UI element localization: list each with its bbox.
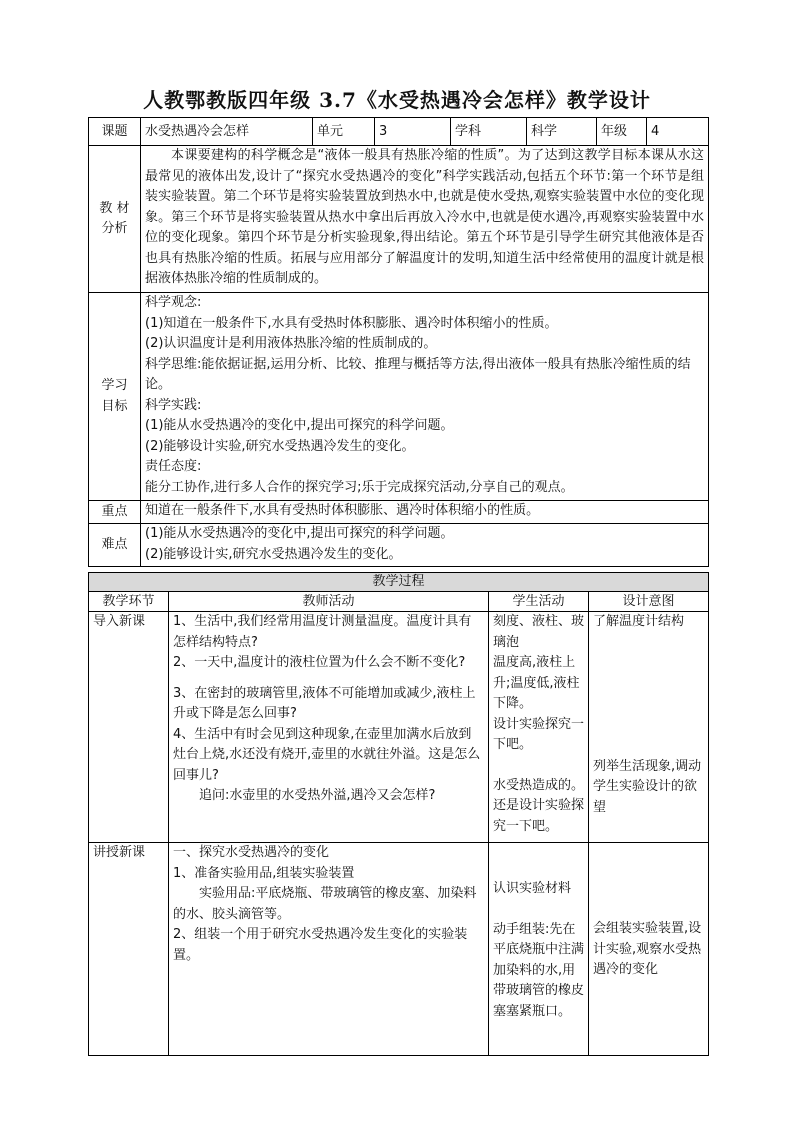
document-title: 人教鄂教版四年级 3.7《水受热遇冷会怎样》教学设计 [143, 88, 651, 112]
intro-stage: 导入新课 [89, 612, 169, 843]
intent-text: 列举生活现象,调动学生实验设计的欲望 [593, 758, 702, 815]
lecture-teacher-activity [169, 843, 489, 1056]
difficulty-row [89, 524, 709, 567]
difficulty-line: (2)能够设计实,研究水受热遇冷发生的变化。 [145, 546, 402, 562]
key-point-text: 知道在一般条件下,水具有受热时体积膨胀、遇冷时体积缩小的性质。 [141, 501, 709, 524]
objective-line: 科学观念: [145, 295, 202, 310]
lecture-student-activity [489, 843, 589, 1056]
key-point-label: 重点 [89, 501, 141, 524]
teacher-step: 2、组装一个用于研究水受热遇冷发生变化的实验装置。 [173, 927, 468, 963]
intro-student-activity [489, 612, 589, 843]
process-title: 教学过程 [89, 573, 709, 592]
student-answer: 刻度、液柱、玻璃泡 [493, 614, 585, 650]
objective-line: (1)知道在一般条件下,水具有受热时体积膨胀、遇冷时体积缩小的性质。 [145, 315, 558, 331]
process-title-row [89, 573, 709, 592]
teacher-step: 1、准备实验用品,组装实验装置 [173, 865, 355, 881]
teacher-question: 3、在密封的玻璃管里,液体不可能增加或减少,液柱上升或下降是怎么回事? [173, 685, 476, 721]
objective-line: 科学思维:能依据证据,运用分析、比较、推理与概括等方法,得出液体一般具有热胀冷缩性质的结论。 [145, 356, 691, 392]
column-header-stage: 教学环节 [89, 592, 169, 612]
teaching-process-table [88, 572, 709, 1056]
student-answer: 动手组装:先在平底烧瓶中注满加染料的水,用带玻璃管的橡皮塞塞紧瓶口。 [493, 921, 585, 1019]
difficulty-line: (1)能从水受热遇冷的变化中,提出可探究的科学问题。 [145, 526, 454, 541]
intent-text: 了解温度计结构 [593, 614, 685, 629]
objective-line: (2)能够设计实验,研究水受热遇冷发生的变化。 [145, 438, 415, 454]
student-answer: 水受热造成的。还是设计实验探究一下吧。 [493, 777, 585, 834]
grade-value: 4 [647, 118, 709, 146]
objective-line: (2)认识温度计是利用液体热胀冷缩的性质制成的。 [145, 336, 437, 351]
lecture-stage: 讲授新课 [89, 843, 169, 1056]
analysis-text: 本课要建构的科学概念是“液体一般具有热胀冷缩的性质”。为了达到这教学目标本课从水这最常见的液体出发,设计了“探究水受热遇冷的变化”科学实践活动,包括五个环节:第一个环节是组装实验装置。第二个环节是将实验装置放到热水中,也就是使水受热,观察实验装置中水位的变化现象。第三个环节是将实验装置从热水中拿出后再放入冷水中,也就是使水遇冷,再观察实验装置中水位的变化现象。第四个环节是分析实验现象,得出结论。第五个环节是引导学生研究其他液体是否也具有热胀冷缩的性质。拓展与应用部分了解温度计的发明,知道生活中经常使用的温度计就是根据液体热胀冷缩的性质制成的。 [141, 146, 709, 293]
objective-line: 能分工协作,进行多人合作的探究学习;乐于完成探究活动,分享自己的观点。 [145, 479, 574, 495]
analysis-row [89, 146, 709, 293]
objectives-row [89, 293, 709, 501]
difficulty-content [141, 524, 709, 567]
intro-teacher-activity [169, 612, 489, 843]
teacher-question: 4、生活中有时会见到这种现象,在壶里加满水后放到灶台上烧,水还没有烧开,壶里的水就往外溢。这是怎么回事儿? [173, 726, 481, 783]
column-header-intent: 设计意图 [589, 592, 709, 612]
objective-line: (1)能从水受热遇冷的变化中,提出可探究的科学问题。 [145, 418, 454, 433]
subject-label: 学科 [451, 118, 527, 146]
teacher-question: 1、生活中,我们经常用温度计测量温度。温度计具有怎样结构特点? [173, 614, 472, 650]
subject-value: 科学 [527, 118, 597, 146]
intro-design-intent [589, 612, 709, 843]
lesson-info-table [88, 117, 709, 567]
unit-label: 单元 [313, 118, 375, 146]
key-point-row [89, 501, 709, 524]
lecture-row [89, 843, 709, 1056]
lecture-design-intent [589, 843, 709, 1056]
teacher-step: 一、探究水受热遇冷的变化 [173, 845, 330, 860]
teacher-step: 实验用品:平底烧瓶、带玻璃管的橡皮塞、加染料的水、胶头滴管等。 [173, 886, 477, 922]
column-header-student: 学生活动 [489, 592, 589, 612]
column-header-teacher: 教师活动 [169, 592, 489, 612]
teacher-question: 2、一天中,温度计的液柱位置为什么会不断不变化? [173, 655, 466, 670]
unit-value: 3 [375, 118, 451, 146]
objective-line: 责任态度: [145, 459, 202, 474]
intent-text: 会组装实验装置,设计实验,观察水受热遇冷的变化 [593, 921, 702, 977]
analysis-label: 教 材 分析 [89, 146, 141, 293]
objective-line: 科学实践: [145, 397, 202, 413]
student-answer: 设计实验探究一下吧。 [493, 716, 585, 752]
intro-row [89, 612, 709, 843]
objectives-content [141, 293, 709, 501]
grade-label: 年级 [597, 118, 647, 146]
objectives-label: 学习 目标 [89, 293, 141, 501]
teacher-followup: 追问:水壶里的水受热外溢,遇冷又会怎样? [199, 788, 436, 803]
difficulty-label: 难点 [89, 524, 141, 567]
process-column-headers [89, 592, 709, 612]
student-answer: 温度高,液柱上升;温度低,液柱下降。 [493, 655, 580, 711]
header-row [89, 118, 709, 146]
course-label: 课题 [89, 118, 141, 146]
student-answer: 认识实验材料 [493, 881, 572, 896]
course-value: 水受热遇冷会怎样 [141, 118, 313, 146]
